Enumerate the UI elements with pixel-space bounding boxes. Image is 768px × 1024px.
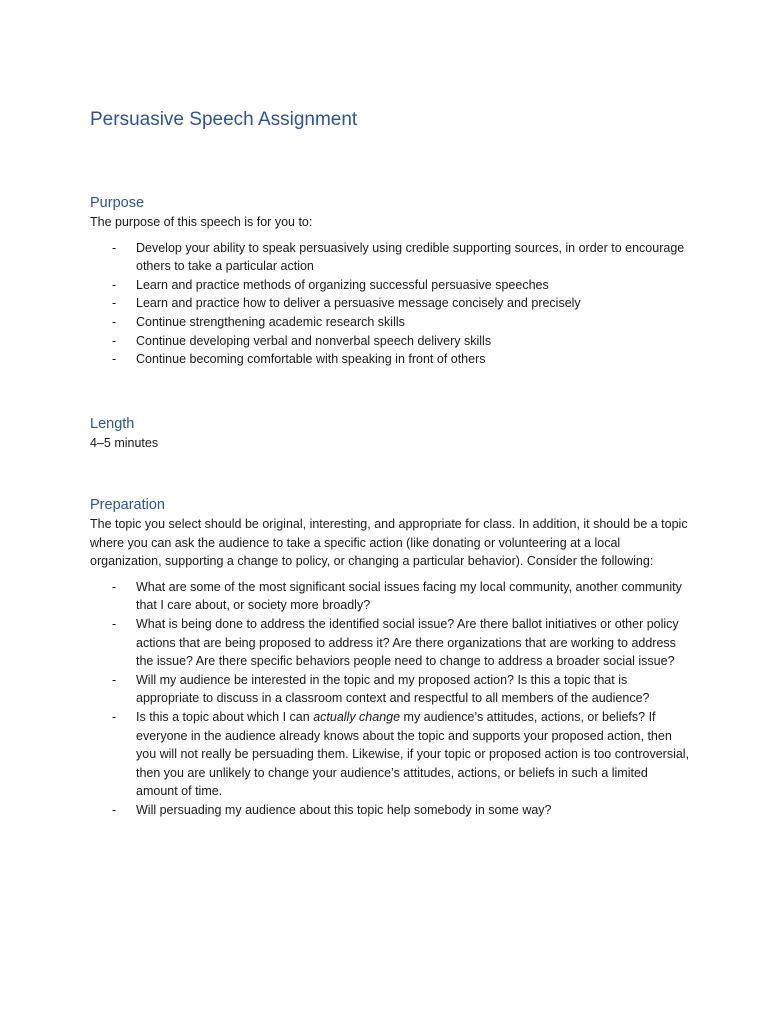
bullet-dash: - — [112, 314, 117, 329]
purpose-bullet-list — [90, 239, 690, 369]
list-item-text: Continue developing verbal and nonverbal speech delivery skills — [136, 333, 492, 348]
bullet-dash: - — [112, 240, 117, 255]
list-item — [90, 332, 690, 351]
length-value: 4–5 minutes — [90, 436, 159, 450]
emphasized-text: actually change — [313, 709, 401, 724]
bullet-dash: - — [112, 672, 117, 687]
list-item-text: Will my audience be interested in the topic and my proposed action? Is this a topic that is appropriate to discuss in a classroom context and respectful to all members of the audience? — [136, 672, 650, 706]
list-item-text: Learn and practice how to deliver a persuasive message concisely and precisely — [136, 296, 581, 311]
list-item — [90, 313, 690, 332]
list-item — [90, 239, 690, 276]
list-item — [90, 294, 690, 313]
list-item-text: Continue strengthening academic research skills — [136, 314, 405, 329]
list-item-text-after: my audience’s attitudes, actions, or beliefs? If everyone in the audience already knows about the topic and supports your proposed action, then you will not really be persuading them. Likewise, if your topic or proposed action is too controversial, then you are unlikely to change your audience’s attitudes, actions, or beliefs in such a limited amount of time. — [136, 709, 690, 799]
list-item — [90, 350, 690, 369]
preparation-heading: Preparation — [90, 497, 165, 513]
list-item — [90, 801, 690, 820]
list-item — [90, 578, 690, 615]
length-section — [90, 414, 690, 453]
bullet-dash: - — [112, 296, 117, 311]
list-item-text: Learn and practice methods of organizing successful persuasive speeches — [136, 277, 549, 292]
list-item — [90, 708, 690, 801]
list-item-text: Develop your ability to speak persuasively using credible supporting sources, in order to encourage others to take a particular action — [136, 240, 685, 274]
list-item-text: Will persuading my audience about this topic help somebody in some way? — [136, 802, 552, 817]
length-heading: Length — [90, 416, 135, 432]
list-item-text: Continue becoming comfortable with speaking in front of others — [136, 352, 486, 367]
preparation-section — [90, 495, 690, 820]
list-item-text: What is being done to address the identified social issue? Are there ballot initiatives or other policy actions that are being proposed to address it? Are there organizations that are working to address the issue? Are there specific behaviors people need to change to address a broader social issue? — [136, 616, 679, 669]
document-title: Persuasive Speech Assignment — [90, 109, 358, 130]
bullet-dash: - — [112, 352, 117, 367]
bullet-dash: - — [112, 333, 117, 348]
list-item — [90, 615, 690, 671]
purpose-intro: The purpose of this speech is for you to: — [90, 215, 313, 229]
bullet-dash: - — [112, 579, 117, 594]
preparation-bullet-list — [90, 578, 690, 820]
purpose-section — [90, 193, 690, 369]
bullet-dash: - — [112, 802, 117, 817]
bullet-dash: - — [112, 277, 117, 292]
purpose-heading: Purpose — [90, 195, 145, 211]
preparation-intro: The topic you select should be original, interesting, and appropriate for class. In addition, it should be a topic where you can ask the audience to take a specific action (like donating or volunteering at a local organization, supporting a change to policy, or changing a particular behavior). Consider the following: — [90, 517, 688, 569]
list-item-text: What are some of the most significant social issues facing my local community, another community that I care about, or society more broadly? — [136, 579, 682, 613]
list-item-text-before: Is this a topic about which I can — [136, 709, 314, 724]
list-item — [90, 276, 690, 295]
bullet-dash: - — [112, 616, 117, 631]
list-item — [90, 671, 690, 708]
bullet-dash: - — [112, 709, 117, 724]
